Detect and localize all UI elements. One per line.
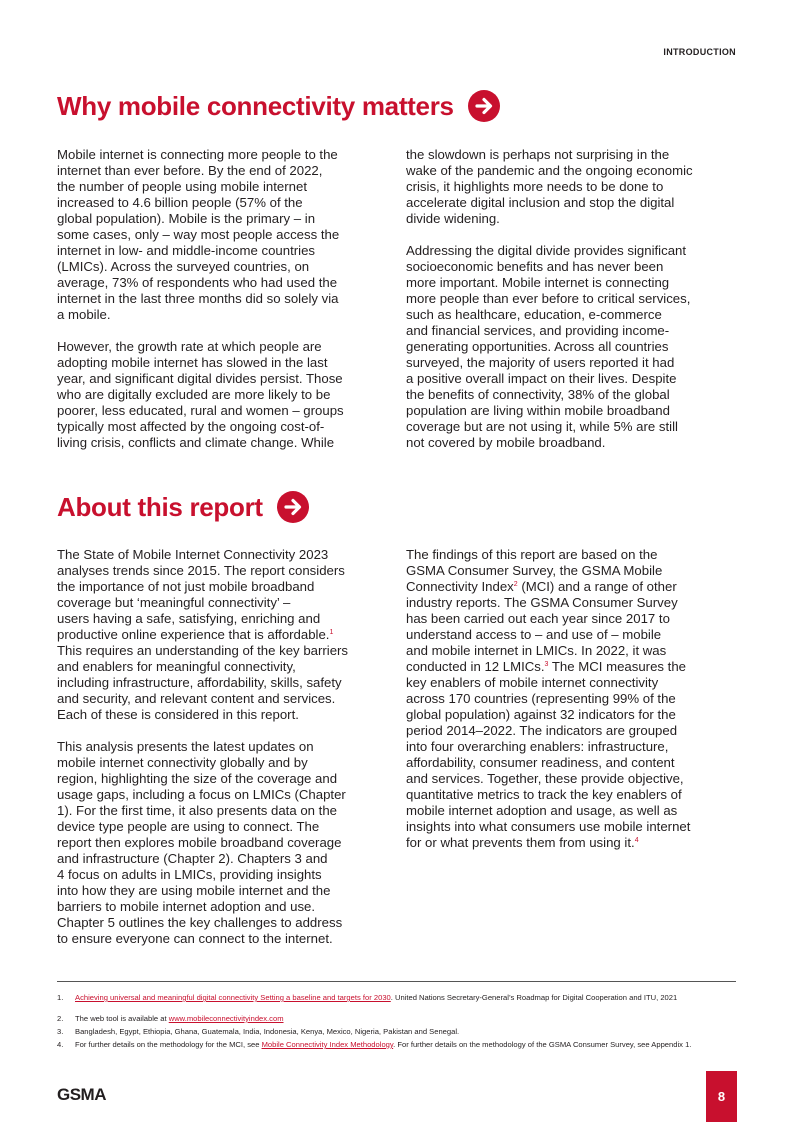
text-line: period 2014–2022. The indicators are grouped bbox=[406, 723, 678, 738]
text-line: year, and significant digital divides persist. Those bbox=[57, 371, 343, 386]
text-line: internet than ever before. By the end of 2022, bbox=[57, 163, 323, 178]
gsma-logo: GSMA bbox=[57, 1085, 106, 1104]
footnote-post: . United Nations Secretary-General’s Roadmap for Digital Cooperation and ITU, 2021 bbox=[390, 993, 678, 1002]
text-line: key enablers of mobile internet connectivity bbox=[406, 675, 659, 690]
footnote-ref[interactable]: 1 bbox=[329, 629, 334, 636]
text-line: This requires an understanding of the key barriers bbox=[57, 643, 349, 658]
footnote bbox=[57, 993, 737, 1002]
text-line: However, the growth rate at which people are bbox=[57, 339, 322, 354]
text-segment: (MCI) and a range of other bbox=[517, 579, 677, 594]
arrow-right-circle-icon bbox=[468, 90, 500, 122]
paragraph-gap bbox=[57, 723, 397, 739]
text-segment: conducted in 12 LMICs. bbox=[406, 659, 545, 674]
heading-why-mobile bbox=[57, 90, 500, 122]
text-line: industry reports. The GSMA Consumer Survey bbox=[406, 595, 678, 610]
text-line: quantitative metrics to track the key enablers of bbox=[406, 787, 682, 802]
footnote-number: 2. bbox=[57, 1014, 64, 1023]
text-line: mobile internet connectivity globally and by bbox=[57, 755, 308, 770]
text-line: global population) against 32 indicators for the bbox=[406, 707, 676, 722]
text-line: wake of the pandemic and the ongoing economic bbox=[406, 163, 693, 178]
footnote-pre: Bangladesh, Egypt, Ethiopia, Ghana, Guatemala, India, Indonesia, Kenya, Mexico, Nigeria, Pakistan and Senegal. bbox=[75, 1027, 460, 1036]
text-line: average, 73% of respondents who had used the bbox=[57, 275, 338, 290]
text-line: including infrastructure, affordability, skills, safety bbox=[57, 675, 342, 690]
text-line: Addressing the digital divide provides significant bbox=[406, 243, 687, 258]
text-line: This analysis presents the latest updates on bbox=[57, 739, 314, 754]
text-line: socioeconomic benefits and has never been bbox=[406, 259, 664, 274]
body-column-left bbox=[57, 147, 397, 451]
text-line: coverage but are not using it, while 5% are still bbox=[406, 419, 678, 434]
footnote bbox=[57, 1014, 737, 1023]
text-line: and financial services, and providing income- bbox=[406, 323, 670, 338]
footnote-text bbox=[75, 1014, 284, 1023]
footnote-link[interactable]: Mobile Connectivity Index Methodology bbox=[261, 1040, 394, 1049]
text-segment: Connectivity Index bbox=[406, 579, 514, 594]
text-line: understand access to – and use of – mobile bbox=[406, 627, 662, 642]
text-line: more important. Mobile internet is connecting bbox=[406, 275, 670, 290]
text-line: living crisis, conflicts and climate change. While bbox=[57, 435, 335, 450]
text-line: The findings of this report are based on the bbox=[406, 547, 658, 562]
text-line: into how they are using mobile internet and the bbox=[57, 883, 331, 898]
footnote-pre: For further details on the methodology for the MCI, see bbox=[75, 1040, 262, 1049]
text-segment: productive online experience that is affordable. bbox=[57, 627, 330, 642]
text-line: region, highlighting the size of the coverage and bbox=[57, 771, 338, 786]
text-line: internet in low- and middle-income countries bbox=[57, 243, 316, 258]
body-column-left bbox=[57, 547, 397, 947]
text-line: and security, and relevant content and services. bbox=[57, 691, 336, 706]
text-line: not covered by mobile broadband. bbox=[406, 435, 606, 450]
text-line: accelerate digital inclusion and stop the digital bbox=[406, 195, 675, 210]
footnote-ref[interactable]: 4 bbox=[634, 837, 639, 844]
text-line: has been carried out each year since 2017 to bbox=[406, 611, 670, 626]
text-line: barriers to mobile internet adoption and use. bbox=[57, 899, 316, 914]
footnote bbox=[57, 1027, 737, 1036]
text-line: the benefits of connectivity, 38% of the global bbox=[406, 387, 670, 402]
footnote bbox=[57, 1040, 737, 1049]
text-line: Chapter 5 outlines the key challenges to address bbox=[57, 915, 343, 930]
text-line: GSMA Consumer Survey, the GSMA Mobile bbox=[406, 563, 663, 578]
text-line: across 170 countries (representing 99% of the bbox=[406, 691, 676, 706]
text-line: some cases, only – way most people access the bbox=[57, 227, 340, 242]
footnote-text bbox=[75, 993, 677, 1002]
text-line: affordability, consumer readiness, and content bbox=[406, 755, 675, 770]
footnote-divider bbox=[57, 981, 736, 982]
footnote-number: 3. bbox=[57, 1027, 64, 1036]
heading-text: Why mobile connectivity matters bbox=[57, 90, 454, 121]
text-line: report then explores mobile broadband coverage bbox=[57, 835, 342, 850]
text-line: the number of people using mobile internet bbox=[57, 179, 307, 194]
text-line: such as healthcare, education, e-commerce bbox=[406, 307, 662, 322]
text-line: crisis, it highlights more needs to be done to bbox=[406, 179, 664, 194]
text-line: analyses trends since 2015. The report considers bbox=[57, 563, 345, 578]
text-line: a positive overall impact on their lives. Despite bbox=[406, 371, 677, 386]
footnote-text bbox=[75, 1027, 459, 1036]
text-line: the slowdown is perhaps not surprising in the bbox=[406, 147, 670, 162]
text-line: device type people are using to connect. The bbox=[57, 819, 320, 834]
text-line: Each of these is considered in this report. bbox=[57, 707, 299, 722]
text-line: The State of Mobile Internet Connectivity 2023 bbox=[57, 547, 329, 562]
text-line: generating opportunities. Across all countries bbox=[406, 339, 669, 354]
footnote-number: 1. bbox=[57, 993, 64, 1002]
text-line: (LMICs). Across the surveyed countries, on bbox=[57, 259, 310, 274]
text-line bbox=[406, 835, 746, 851]
text-line: typically most affected by the ongoing cost-of- bbox=[57, 419, 325, 434]
text-line: surveyed, the majority of users reported it had bbox=[406, 355, 675, 370]
text-line: poorer, less educated, rural and women – groups bbox=[57, 403, 344, 418]
heading-text: About this report bbox=[57, 491, 263, 522]
paragraph-gap bbox=[406, 227, 746, 243]
paragraph-gap bbox=[57, 323, 397, 339]
text-line bbox=[57, 627, 397, 643]
text-line: more people than ever before to critical services, bbox=[406, 291, 691, 306]
text-line: increased to 4.6 billion people (57% of the bbox=[57, 195, 303, 210]
heading-about-report bbox=[57, 491, 309, 523]
text-line: Mobile internet is connecting more people to the bbox=[57, 147, 338, 162]
footnote-pre: The web tool is available at bbox=[75, 1014, 169, 1023]
text-line: global population). Mobile is the primary – in bbox=[57, 211, 316, 226]
text-line: divide widening. bbox=[406, 211, 500, 226]
text-line: coverage but ‘meaningful connectivity’ – bbox=[57, 595, 291, 610]
text-line: to ensure everyone can connect to the internet. bbox=[57, 931, 333, 946]
footnote-ref[interactable]: 2 bbox=[513, 581, 518, 588]
text-line: and services. Together, these provide objective, bbox=[406, 771, 684, 786]
text-line: internet in the last three months did so solely via bbox=[57, 291, 339, 306]
text-line: usage gaps, including a focus on LMICs (Chapter bbox=[57, 787, 346, 802]
text-line: users having a safe, satisfying, enriching and bbox=[57, 611, 321, 626]
body-column-right bbox=[406, 547, 746, 851]
text-line: mobile internet adoption and usage, as well as bbox=[406, 803, 678, 818]
footnote-post: . For further details on the methodology of the GSMA Consumer Survey, see Appendix 1. bbox=[393, 1040, 692, 1049]
text-line: adopting mobile internet has slowed in the last bbox=[57, 355, 328, 370]
text-segment: for or what prevents them from using it. bbox=[406, 835, 635, 850]
body-column-right bbox=[406, 147, 746, 451]
text-line bbox=[406, 579, 746, 595]
page-number: 8 bbox=[706, 1071, 737, 1122]
text-line bbox=[406, 659, 746, 675]
text-line: the importance of not just mobile broadband bbox=[57, 579, 315, 594]
text-line: population are living within mobile broadband bbox=[406, 403, 670, 418]
footnote-link[interactable]: Achieving universal and meaningful digital connectivity Setting a baseline and targets for 2030 bbox=[75, 993, 391, 1002]
text-line: and enablers for meaningful connectivity, bbox=[57, 659, 296, 674]
text-line: a mobile. bbox=[57, 307, 111, 322]
footnote-number: 4. bbox=[57, 1040, 64, 1049]
footnote-text bbox=[75, 1040, 691, 1049]
text-line: insights into what consumers use mobile internet bbox=[406, 819, 691, 834]
footnote-ref[interactable]: 3 bbox=[544, 661, 549, 668]
text-line: into four overarching enablers: infrastructure, bbox=[406, 739, 669, 754]
arrow-right-circle-icon bbox=[277, 491, 309, 523]
text-line: and mobile internet in LMICs. In 2022, it was bbox=[406, 643, 667, 658]
text-line: 1). For the first time, it also presents data on the bbox=[57, 803, 337, 818]
text-segment: The MCI measures the bbox=[548, 659, 687, 674]
text-line: 4 focus on adults in LMICs, providing insights bbox=[57, 867, 322, 882]
text-line: and infrastructure (Chapter 2). Chapters 3 and bbox=[57, 851, 328, 866]
section-label: INTRODUCTION bbox=[663, 47, 736, 57]
footnote-link[interactable]: www.mobileconnectivityindex.com bbox=[168, 1014, 284, 1023]
text-line: who are digitally excluded are more likely to be bbox=[57, 387, 331, 402]
